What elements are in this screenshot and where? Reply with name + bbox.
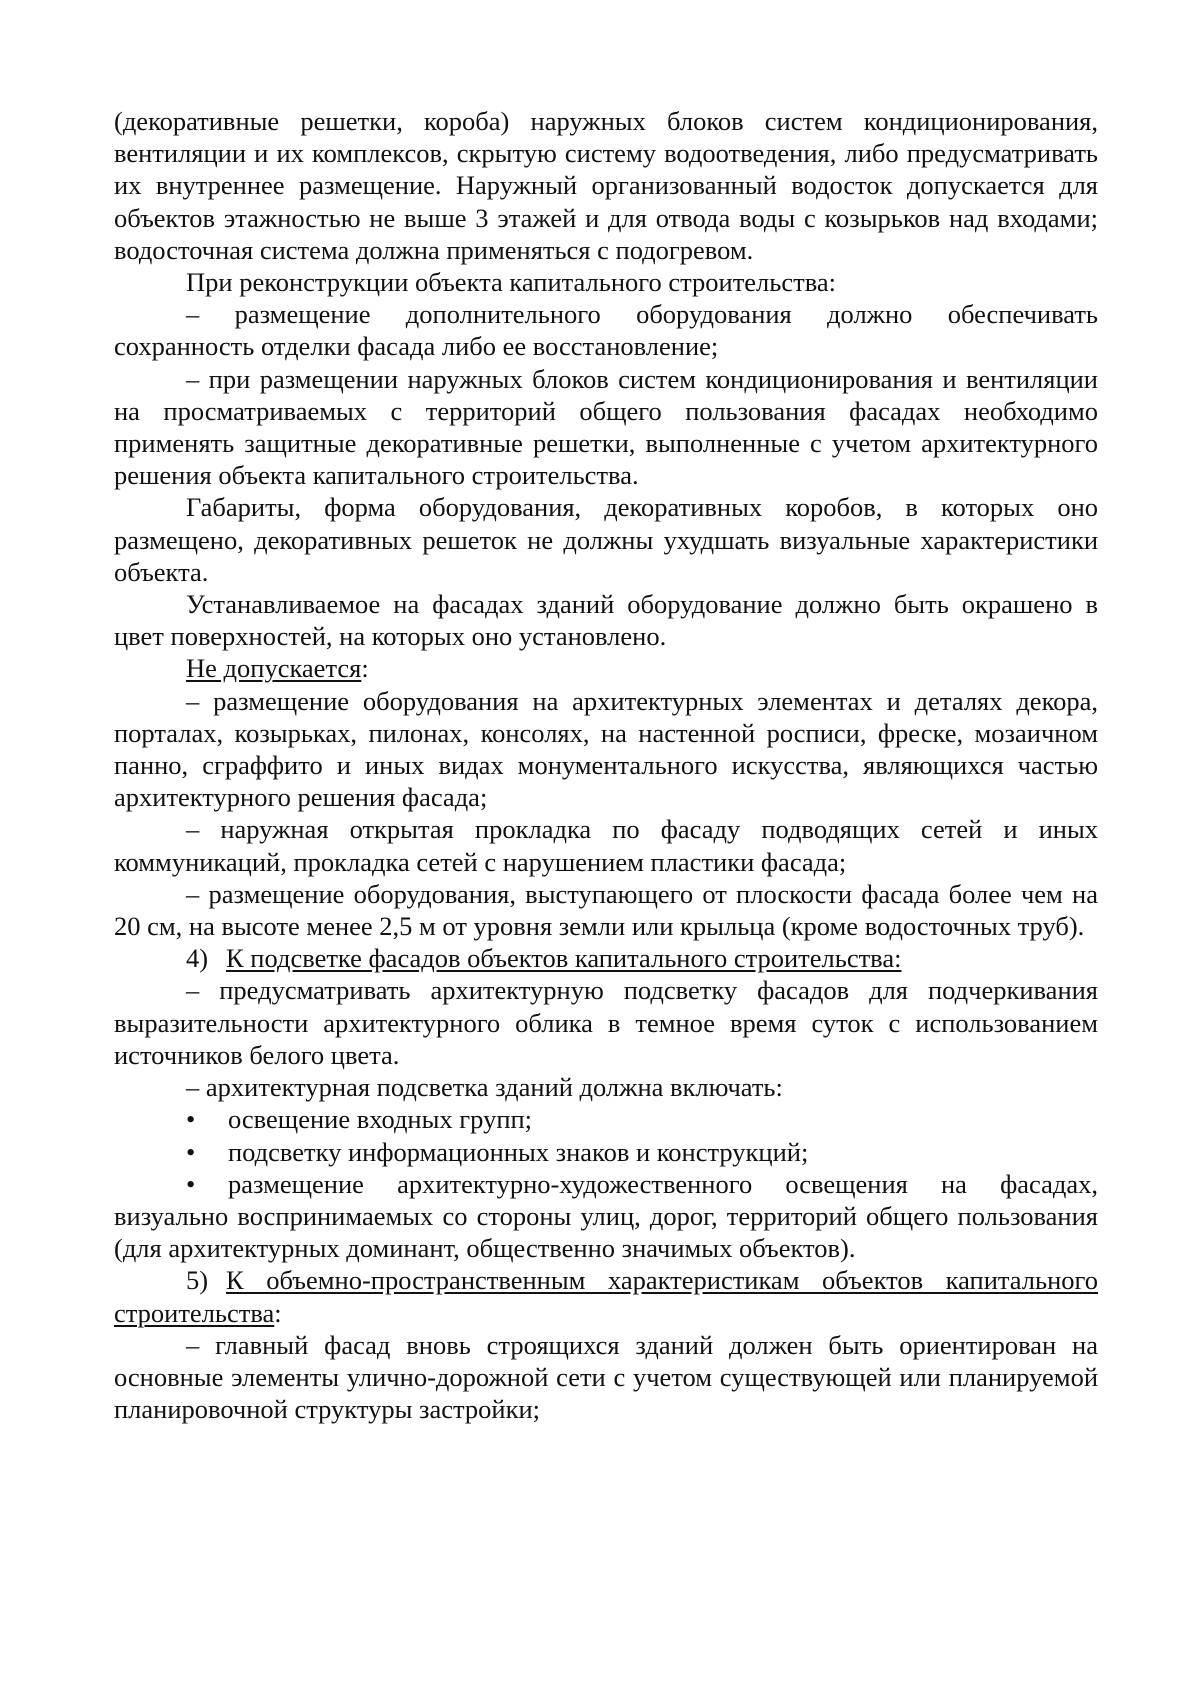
list-item-main-facade: – главный фасад вновь строящихся зданий должен быть ориентирован на основные элементы улично-дорожной сети с учетом существующей или планируемой планировочной структуры застройки; bbox=[114, 1329, 1098, 1425]
list-item-additional-equipment: – размещение дополнительного оборудования должно обеспечивать сохранность отделки фасада либо ее восстановление; bbox=[114, 299, 1098, 362]
bullet-item-sign-lighting bbox=[114, 1136, 1098, 1168]
list-item-decor-elements: – размещение оборудования на архитектурных элементах и деталях декора, порталах, козырьках, пилонах, консолях, на настенной росписи, фреске, мозаичном панно, сграффито и иных видах монументального искусства, являющихся частью архитектурного решения фасада; bbox=[114, 685, 1098, 813]
bullet-text: размещение архитектурно-художественного освещения на фасадах, визуально воспринимаемых со стороны улиц, дорог, территорий общего пользования (для архитектурных доминант, общественно значимых объектов). bbox=[114, 1168, 1098, 1264]
list-item-outdoor-units: – при размещении наружных блоков систем кондиционирования и вентиляции на просматриваемых с территорий общего пользования фасадах необходимо применять защитные декоративные решетки, выполненные с учетом архитектурного решения объекта капитального строительства. bbox=[114, 363, 1098, 491]
section-number: 5) bbox=[186, 1265, 209, 1296]
section-heading-facade-lighting bbox=[114, 942, 1098, 974]
not-allowed-label: Не допускается bbox=[186, 653, 362, 684]
bullet-text: освещение входных групп; bbox=[228, 1104, 533, 1135]
paragraph-reconstruction-heading: При реконструкции объекта капитального строительства: bbox=[186, 267, 836, 298]
document-page bbox=[114, 105, 1098, 1425]
list-item-architectural-lighting: – предусматривать архитектурную подсветку фасадов для подчеркивания выразительности архитектурного облика в темное время суток с использованием источников белого цвета. bbox=[114, 975, 1098, 1070]
section-title: К объемно-пространственным характеристикам объектов капитального строительства bbox=[114, 1265, 1098, 1328]
paragraph-equipment-color: Устанавливаемое на фасадах зданий оборудование должно быть окрашено в цвет поверхностей, на которых оно установлено. bbox=[114, 589, 1098, 652]
list-item-open-cabling: – наружная открытая прокладка по фасаду подводящих сетей и иных коммуникаций, прокладка сетей с нарушением пластики фасада; bbox=[114, 814, 1098, 877]
bullet-item-entrance-lighting bbox=[114, 1103, 1098, 1135]
bullet-text: подсветку информационных знаков и конструкций; bbox=[228, 1136, 809, 1167]
paragraph-equipment-placement: (декоративные решетки, короба) наружных блоков систем кондиционирования, вентиляции и их комплексов, скрытую систему водоотведения, либо предусматривать их внутреннее размещение. Наружный организованный водосток допускается для объектов этажностью не выше 3 этажей и для отвода воды с козырьков над входами; водосточная система должна применяться с подогревом. bbox=[114, 106, 1098, 265]
paragraph-lighting-includes: – архитектурная подсветка зданий должна включать: bbox=[186, 1072, 783, 1103]
bullet-icon: • bbox=[186, 1104, 196, 1135]
section-title: К подсветке фасадов объектов капитального строительства: bbox=[226, 943, 902, 974]
bullet-icon: • bbox=[186, 1168, 196, 1199]
section-heading-volume-space bbox=[114, 1264, 1098, 1328]
not-allowed-colon: : bbox=[361, 653, 369, 684]
section-number: 4) bbox=[186, 943, 209, 974]
bullet-item-artistic-lighting bbox=[114, 1168, 1098, 1265]
section-title-colon: : bbox=[274, 1297, 282, 1328]
paragraph-dimensions: Габариты, форма оборудования, декоративных коробов, в которых оно размещено, декоративных решеток не должны ухудшать визуальные характеристики объекта. bbox=[114, 492, 1098, 587]
list-item-protruding-equipment: – размещение оборудования, выступающего от плоскости фасада более чем на 20 см, на высоте менее 2,5 м от уровня земли или крыльца (кроме водосточных труб). bbox=[114, 878, 1098, 942]
paragraph-not-allowed-heading bbox=[114, 652, 1098, 684]
bullet-icon: • bbox=[186, 1136, 196, 1167]
